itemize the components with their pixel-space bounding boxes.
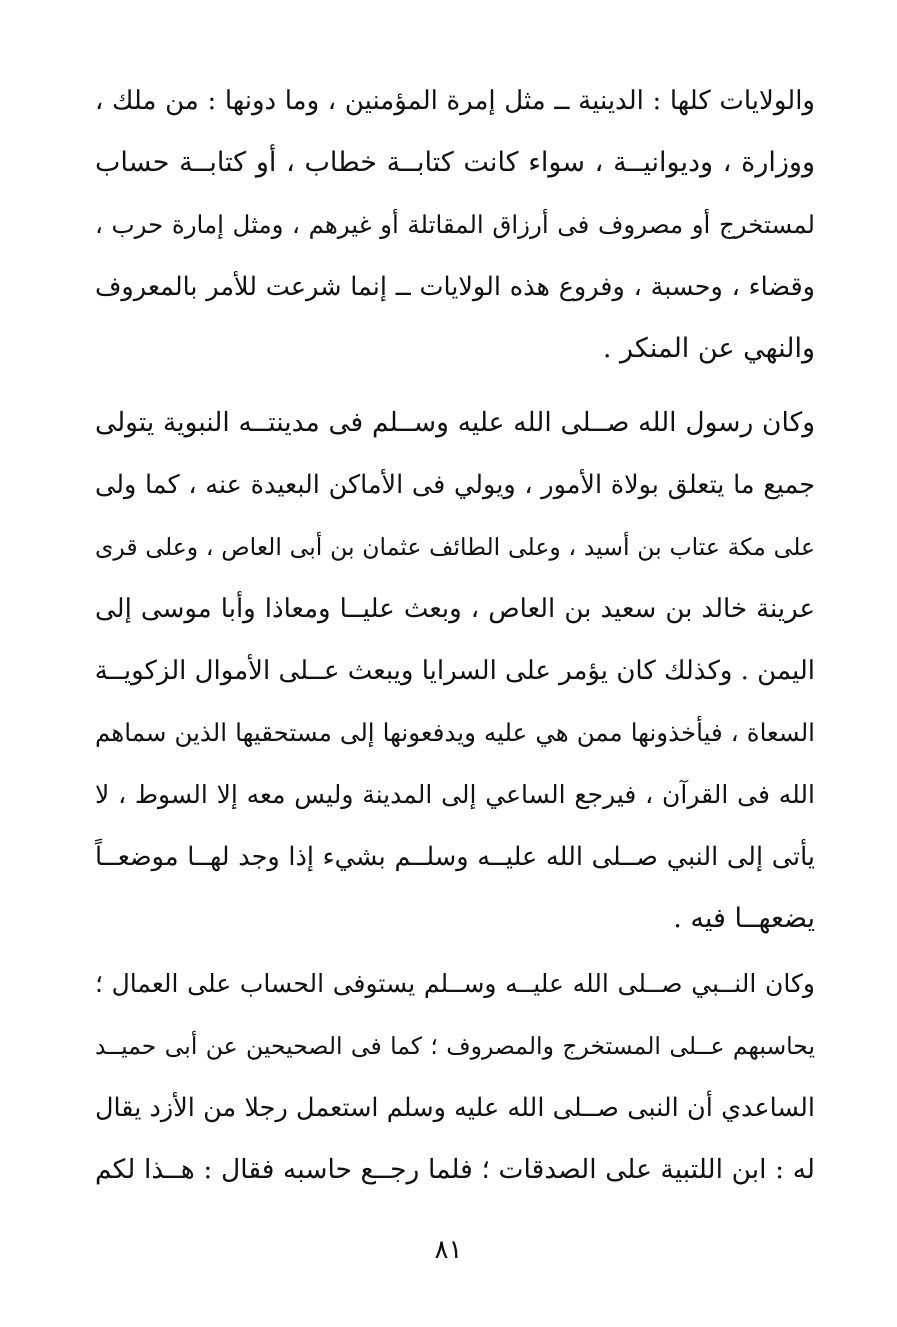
text-line: وكان النــبي صــلى الله عليــه وســلم يستوفى الحساب على العمال ؛ xyxy=(95,969,815,998)
text-line: لمستخرج أو مصروف فى أرزاق المقاتلة أو غيرهم ، ومثل إمارة حرب ، xyxy=(95,210,815,239)
text-line: والولايات كلها : الدينية ــ مثل إمرة المؤمنين ، وما دونها : من ملك ، xyxy=(95,86,815,116)
text-line: السعاة ، فيأخذونها ممن هي عليه ويدفعونها إلى مستحقيها الذين سماهم xyxy=(95,718,815,747)
paragraph-1 xyxy=(95,70,815,380)
text-line: والنهي عن المنكر . xyxy=(602,333,815,364)
text-line: الله فى القرآن ، فيرجع الساعي إلى المدينة وليس معه إلا السوط ، لا xyxy=(95,780,815,809)
text-line: يحاسبهم عــلى المستخرج والمصروف ؛ كما فى الصحيحين عن أبى حميــد xyxy=(95,1032,815,1060)
text-line: جميع ما يتعلق بولاة الأمور ، ويولي فى الأماكن البعيدة عنه ، كما ولى xyxy=(95,470,815,500)
text-line: يضعهــا فيه . xyxy=(673,903,815,934)
text-line: على مكة عتاب بن أسيد ، وعلى الطائف عثمان بن أبى العاص ، وعلى قرى xyxy=(95,533,815,561)
text-line: وكان رسول الله صــلى الله عليه وســلم فى مدينتــه النبوية يتولى xyxy=(95,407,815,438)
text-line: الساعدي أن النبى صــلى الله عليه وسلم استعمل رجلا من الأزد يقال xyxy=(95,1093,815,1123)
text-line: يأتى إلى النبي صــلى الله عليــه وسلــم بشيء إذا وجد لهــا موضعــاً xyxy=(95,842,815,872)
text-line: له : ابن اللتبية على الصدقات ؛ فلما رجــع حاسبه فقال : هــذا لكم xyxy=(95,1154,815,1185)
paragraph-2 xyxy=(95,392,815,950)
text-line: عرينة خالد بن سعيد بن العاص ، وبعث عليــا ومعاذا وأبا موسى إلى xyxy=(95,594,815,624)
text-line: ووزارة ، وديوانيــة ، سواء كانت كتابــة خطاب ، أو كتابــة حساب xyxy=(95,147,815,178)
text-line: وقضاء ، وحسبة ، وفروع هذه الولايات ــ إنما شرعت للأمر بالمعروف xyxy=(95,272,815,302)
page-number: ٨١ xyxy=(434,1235,463,1265)
paragraph-3 xyxy=(95,953,815,1201)
text-line: اليمن . وكذلك كان يؤمر على السرايا ويبعث عــلى الأموال الزكويــة xyxy=(94,656,815,686)
